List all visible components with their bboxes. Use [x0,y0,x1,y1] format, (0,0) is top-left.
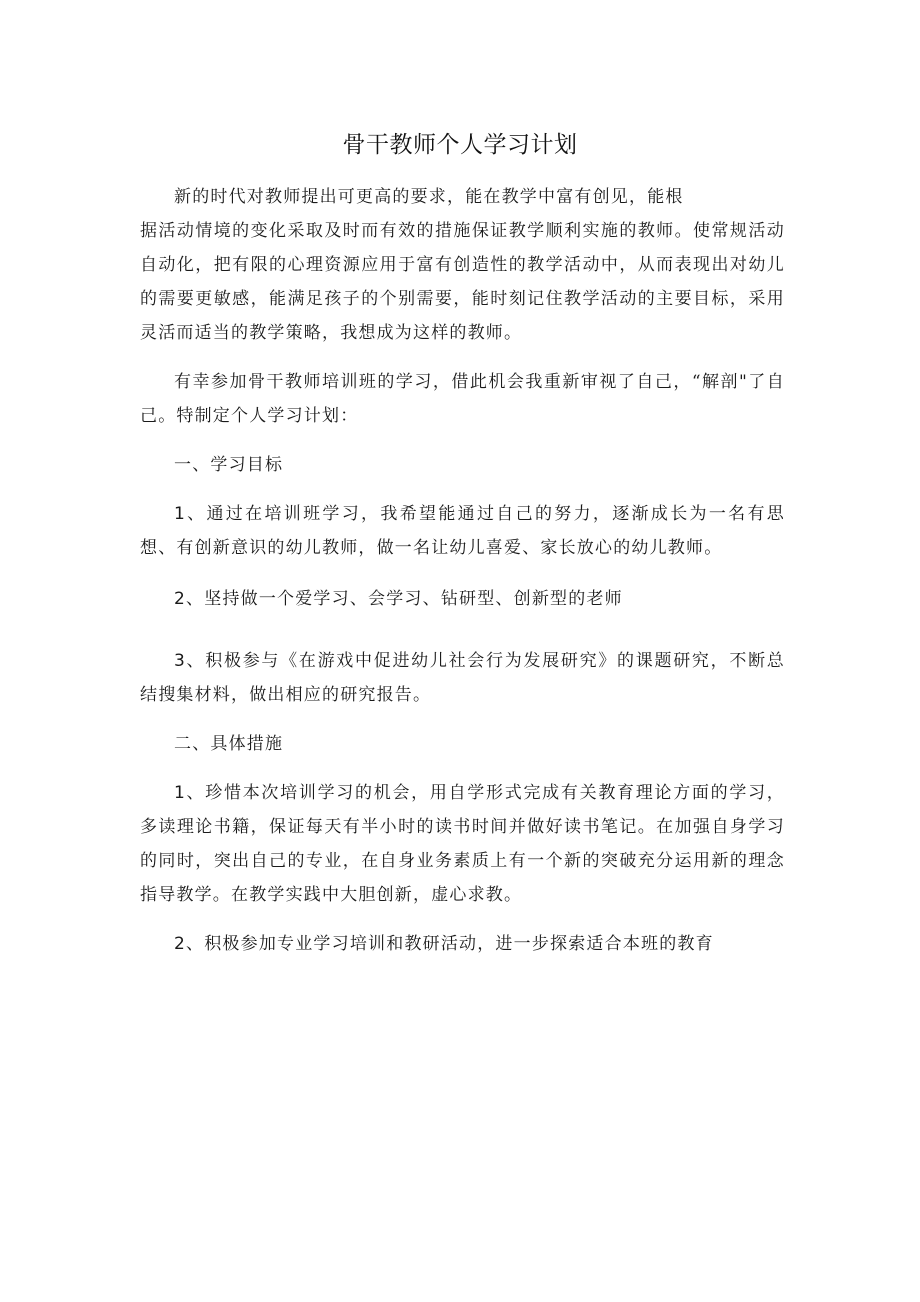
item-text: 、积极参与《在游戏中促进幼儿社会行为发展研究》的课题研究，不断总结搜集材料，做出相应的研究报告。 [140,651,785,705]
item-text: 、积极参加专业学习培训和教研活动，进一步探索适合本班的教育 [186,934,714,954]
measure-item [140,927,785,961]
item-number: 1 [174,504,187,524]
measure-item [140,776,785,912]
document-title: 骨干教师个人学习计划 [342,132,578,158]
item-text: 、坚持做一个爱学习、会学习、钻研型、创新型的老师 [186,589,623,609]
intro-first-line: 新的时代对教师提出可更高的要求，能在教学中富有创见，能根 [174,187,684,207]
intro-paragraph: 据活动情境的变化采取及时而有效的措施保证教学顺利实施的教师。使常规活动自动化，把有限的心理资源应用于富有创造性的教学活动中，从而表现出对幼儿的需要更敏感，能满足孩子的个别需要，能时刻记住教学活动的主要目标，采用灵活而适当的教学策略，我想成为这样的教师。 [140,221,785,343]
item-text: 、珍惜本次培训学习的机会，用自学形式完成有关教育理论方面的学习，多读理论书籍，保证每天有半小时的读书时间并做好读书笔记。在加强自身学习的同时，突出自己的专业，在自身业务素质上有一个新的突破充分运用新的理念指导教学。在教学实践中大胆创新，虚心求教。 [140,783,785,905]
item-text: 、通过在培训班学习，我希望能通过自己的努力，逐渐成长为一名有思想、有创新意识的幼儿教师，做一名让幼儿喜爱、家长放心的幼儿教师。 [140,504,785,558]
section-heading-goals: 一、学习目标 [174,455,284,475]
item-number: 2 [174,934,187,954]
item-number: 1 [174,783,187,803]
goal-item [140,644,785,712]
item-number: 3 [174,651,187,671]
document-body [140,180,785,961]
item-number: 2 [174,589,187,609]
plan-intro-paragraph: 有幸参加骨干教师培训班的学习，借此机会我重新审视了自己，“解剖"了自己。特制定个人学习计划： [140,372,785,426]
goal-item [140,582,785,616]
goal-item [140,497,785,565]
section-heading-measures: 二、具体措施 [174,734,284,754]
